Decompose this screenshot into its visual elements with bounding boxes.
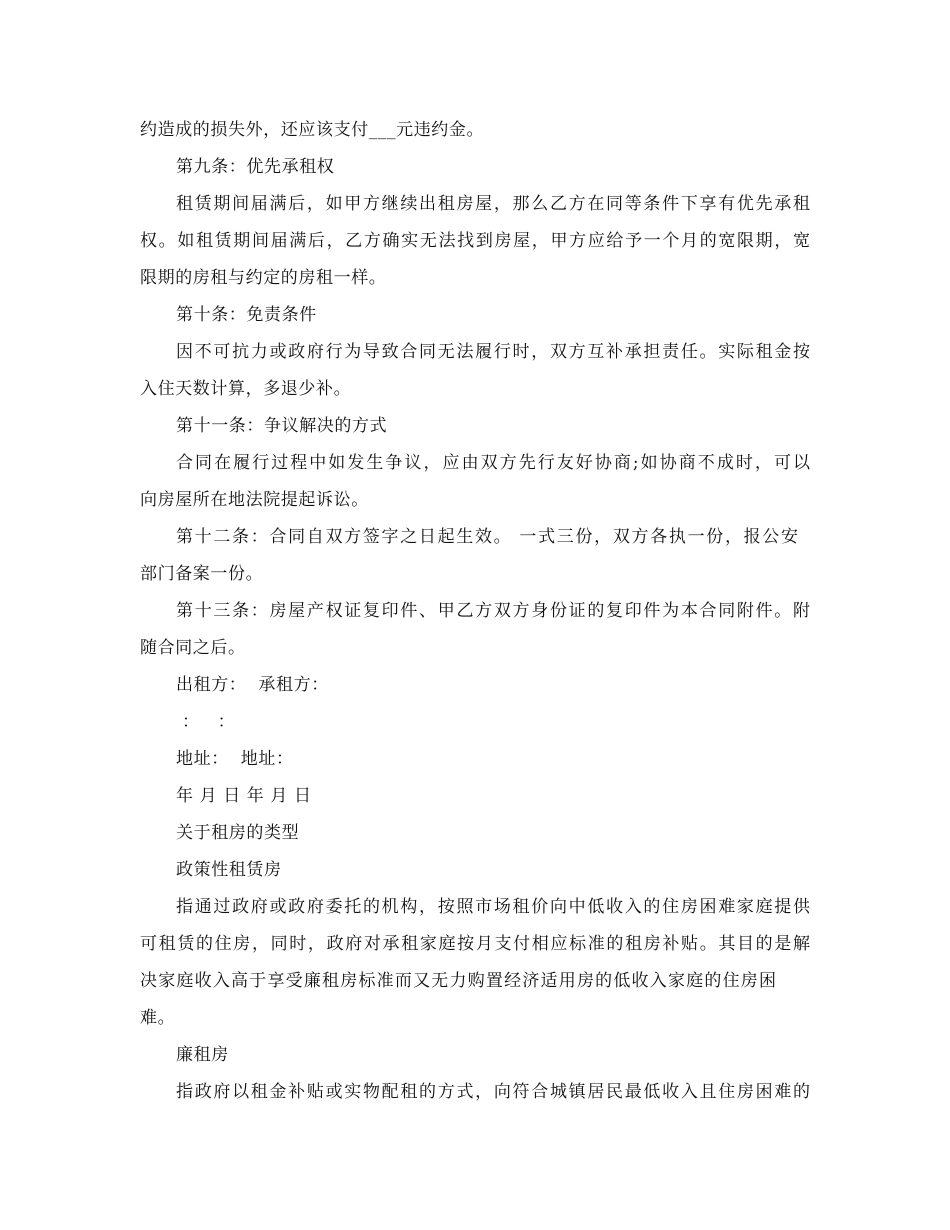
article-13-line-1: 第十三条：房屋产权证复印件、甲乙方双方身份证的复印件为本合同附件。附 xyxy=(176,601,810,621)
article-13-line-2: 随合同之后。 xyxy=(140,638,246,658)
article-10-paragraph-line-2: 入住天数计算，多退少补。 xyxy=(140,379,352,399)
article-10-heading: 第十条：免责条件 xyxy=(176,305,317,325)
article-9-paragraph-line-2: 权。如租赁期间届满后，乙方确实无法找到房屋，甲方应给予一个月的宽限期，宽 xyxy=(140,231,810,251)
article-9-paragraph-line-1: 租赁期间届满后，如甲方继续出租房屋，那么乙方在同等条件下享有优先承租 xyxy=(176,194,810,214)
policy-rental-heading: 政策性租赁房 xyxy=(176,860,282,880)
policy-rental-line-1: 指通过政府或政府委托的机构，按照市场租价向中低收入的住房困难家庭提供 xyxy=(176,897,810,917)
policy-rental-line-3: 决家庭收入高于享受廉租房标准而又无力购置经济适用房的低收入家庭的住房困 xyxy=(140,971,776,991)
policy-rental-line-4: 难。 xyxy=(140,1008,176,1028)
article-9-heading: 第九条：优先承租权 xyxy=(176,157,335,177)
signature-parties: 出租方： 承租方： xyxy=(176,675,329,695)
low-rent-housing-heading: 廉租房 xyxy=(176,1045,229,1065)
low-rent-housing-line-1: 指政府以租金补贴或实物配租的方式，向符合城镇居民最低收入且住房困难的 xyxy=(176,1082,810,1102)
article-11-paragraph-line-2: 向房屋所在地法院提起诉讼。 xyxy=(140,490,369,510)
signature-dates: 年 月 日 年 月 日 xyxy=(176,786,312,806)
article-12-line-2: 部门备案一份。 xyxy=(140,564,264,584)
rental-types-heading: 关于租房的类型 xyxy=(176,823,300,843)
signature-address: 地址： 地址： xyxy=(176,749,294,769)
article-11-paragraph-line-1: 合同在履行过程中如发生争议，应由双方先行友好协商;如协商不成时，可以 xyxy=(176,453,810,473)
article-12-line-1: 第十二条：合同自双方签字之日起生效。 一式三份，双方各执一份，报公安 xyxy=(176,527,798,547)
policy-rental-line-2: 可租赁的住房，同时，政府对承租家庭按月支付相应标准的租房补贴。其目的是解 xyxy=(140,934,810,954)
article-9-paragraph-line-3: 限期的房租与约定的房租一样。 xyxy=(140,268,387,288)
article-10-paragraph-line-1: 因不可抗力或政府行为导致合同无法履行时，双方互补承担责任。实际租金按 xyxy=(176,342,810,362)
text-line-penalty: 约造成的损失外，还应该支付___元违约金。 xyxy=(140,120,485,140)
article-11-heading: 第十一条：争议解决的方式 xyxy=(176,416,388,436)
signature-colons: ： ： xyxy=(176,712,236,732)
